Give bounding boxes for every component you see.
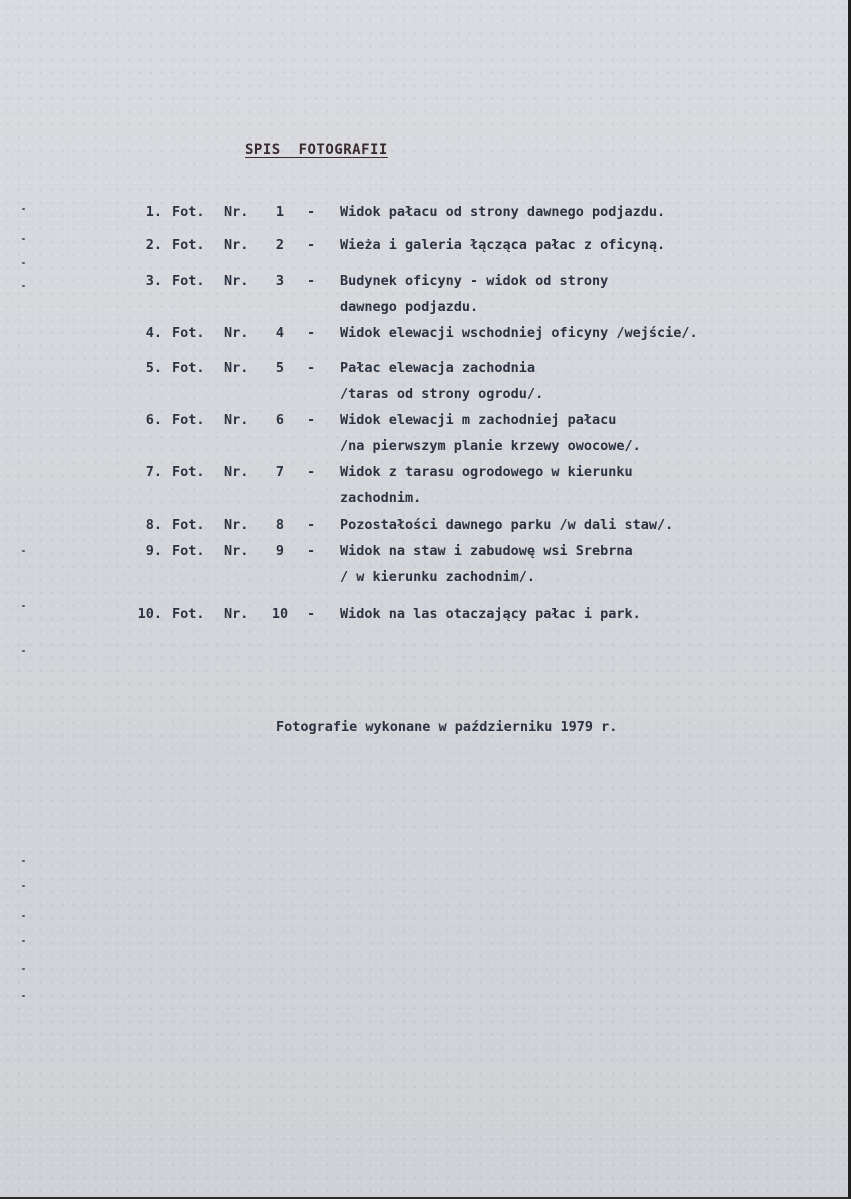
entry-dash: - (307, 606, 316, 622)
list-item (0, 272, 851, 315)
entry-number: 1. (145, 204, 162, 220)
page-title: SPIS FOTOGRAFII (245, 142, 388, 158)
entry-fot-label: Fot. (172, 517, 205, 533)
entry-nr-value: 2 (275, 237, 285, 253)
entry-nr-label: Nr. (224, 517, 249, 533)
entry-description: Widok z tarasu ogrodowego w kierunku (340, 464, 633, 480)
entry-dash: - (307, 412, 316, 428)
entry-nr-label: Nr. (224, 360, 249, 376)
list-item (0, 516, 851, 542)
entry-description: Budynek oficyny - widok od strony (340, 273, 609, 289)
entry-nr-label: Nr. (224, 273, 249, 289)
entry-number: 8. (145, 517, 162, 533)
list-item (0, 463, 851, 506)
list-item (0, 605, 851, 631)
entry-number: 2. (145, 237, 162, 253)
entry-dash: - (307, 237, 316, 253)
entry-dash: - (307, 543, 316, 559)
list-item (0, 236, 851, 262)
entry-number: 10. (137, 606, 162, 622)
entry-nr-label: Nr. (224, 464, 249, 480)
entry-nr-value: 9 (275, 543, 285, 559)
entry-fot-label: Fot. (172, 360, 205, 376)
entry-fot-label: Fot. (172, 606, 205, 622)
margin-dot (22, 940, 25, 942)
entry-description-cont: zachodnim. (340, 490, 422, 506)
entry-dash: - (307, 360, 316, 376)
entry-description: Pałac elewacja zachodnia (340, 360, 536, 376)
entry-number: 9. (145, 543, 162, 559)
list-item (0, 324, 851, 350)
entry-nr-value: 8 (275, 517, 285, 533)
entry-fot-label: Fot. (172, 237, 205, 253)
entry-description: Pozostałości dawnego parku /w dali staw/. (340, 517, 674, 533)
entry-description: Widok elewacji wschodniej oficyny /wejście/. (340, 325, 698, 341)
entry-nr-label: Nr. (224, 325, 249, 341)
entry-description-cont: dawnego podjazdu. (340, 299, 479, 315)
entry-number: 4. (145, 325, 162, 341)
entry-fot-label: Fot. (172, 543, 205, 559)
margin-dot (22, 860, 25, 862)
entry-nr-value: 1 (275, 204, 285, 220)
entry-dash: - (307, 517, 316, 533)
entry-nr-value: 3 (275, 273, 285, 289)
footer-note: Fotografie wykonane w październiku 1979 r. (276, 719, 618, 735)
entry-nr-value: 7 (275, 464, 285, 480)
entry-fot-label: Fot. (172, 273, 205, 289)
entry-number: 3. (145, 273, 162, 289)
margin-dot (22, 650, 25, 652)
entry-nr-label: Nr. (224, 412, 249, 428)
entry-description: Widok na staw i zabudowę wsi Srebrna (340, 543, 633, 559)
entry-nr-value: 5 (275, 360, 285, 376)
entry-description-cont: /taras od strony ogrodu/. (340, 386, 544, 402)
margin-dot (22, 915, 25, 917)
entry-nr-label: Nr. (224, 204, 249, 220)
entry-fot-label: Fot. (172, 412, 205, 428)
entry-nr-label: Nr. (224, 606, 249, 622)
entry-description-cont: / w kierunku zachodnim/. (340, 569, 536, 585)
list-item (0, 411, 851, 454)
entry-nr-label: Nr. (224, 543, 249, 559)
entry-number: 5. (145, 360, 162, 376)
margin-dot (22, 885, 25, 887)
list-item (0, 203, 851, 229)
entry-dash: - (307, 464, 316, 480)
entry-dash: - (307, 325, 316, 341)
entry-nr-value: 6 (275, 412, 285, 428)
entry-description: Widok na las otaczający pałac i park. (340, 606, 641, 622)
entry-nr-value: 10 (271, 606, 289, 622)
margin-dot (22, 995, 25, 997)
list-item (0, 542, 851, 585)
entry-number: 7. (145, 464, 162, 480)
entry-number: 6. (145, 412, 162, 428)
entry-dash: - (307, 204, 316, 220)
entry-nr-label: Nr. (224, 237, 249, 253)
entry-description: Widok elewacji m zachodniej pałacu (340, 412, 617, 428)
entry-dash: - (307, 273, 316, 289)
entry-description: Widok pałacu od strony dawnego podjazdu. (340, 204, 666, 220)
entry-fot-label: Fot. (172, 464, 205, 480)
entry-description-cont: /na pierwszym planie krzewy owocowe/. (340, 438, 641, 454)
margin-dot (22, 262, 25, 264)
list-item (0, 359, 851, 402)
margin-dot (22, 968, 25, 970)
entry-nr-value: 4 (275, 325, 285, 341)
entry-fot-label: Fot. (172, 204, 205, 220)
entry-description: Wieża i galeria łącząca pałac z oficyną. (340, 237, 666, 253)
entry-fot-label: Fot. (172, 325, 205, 341)
